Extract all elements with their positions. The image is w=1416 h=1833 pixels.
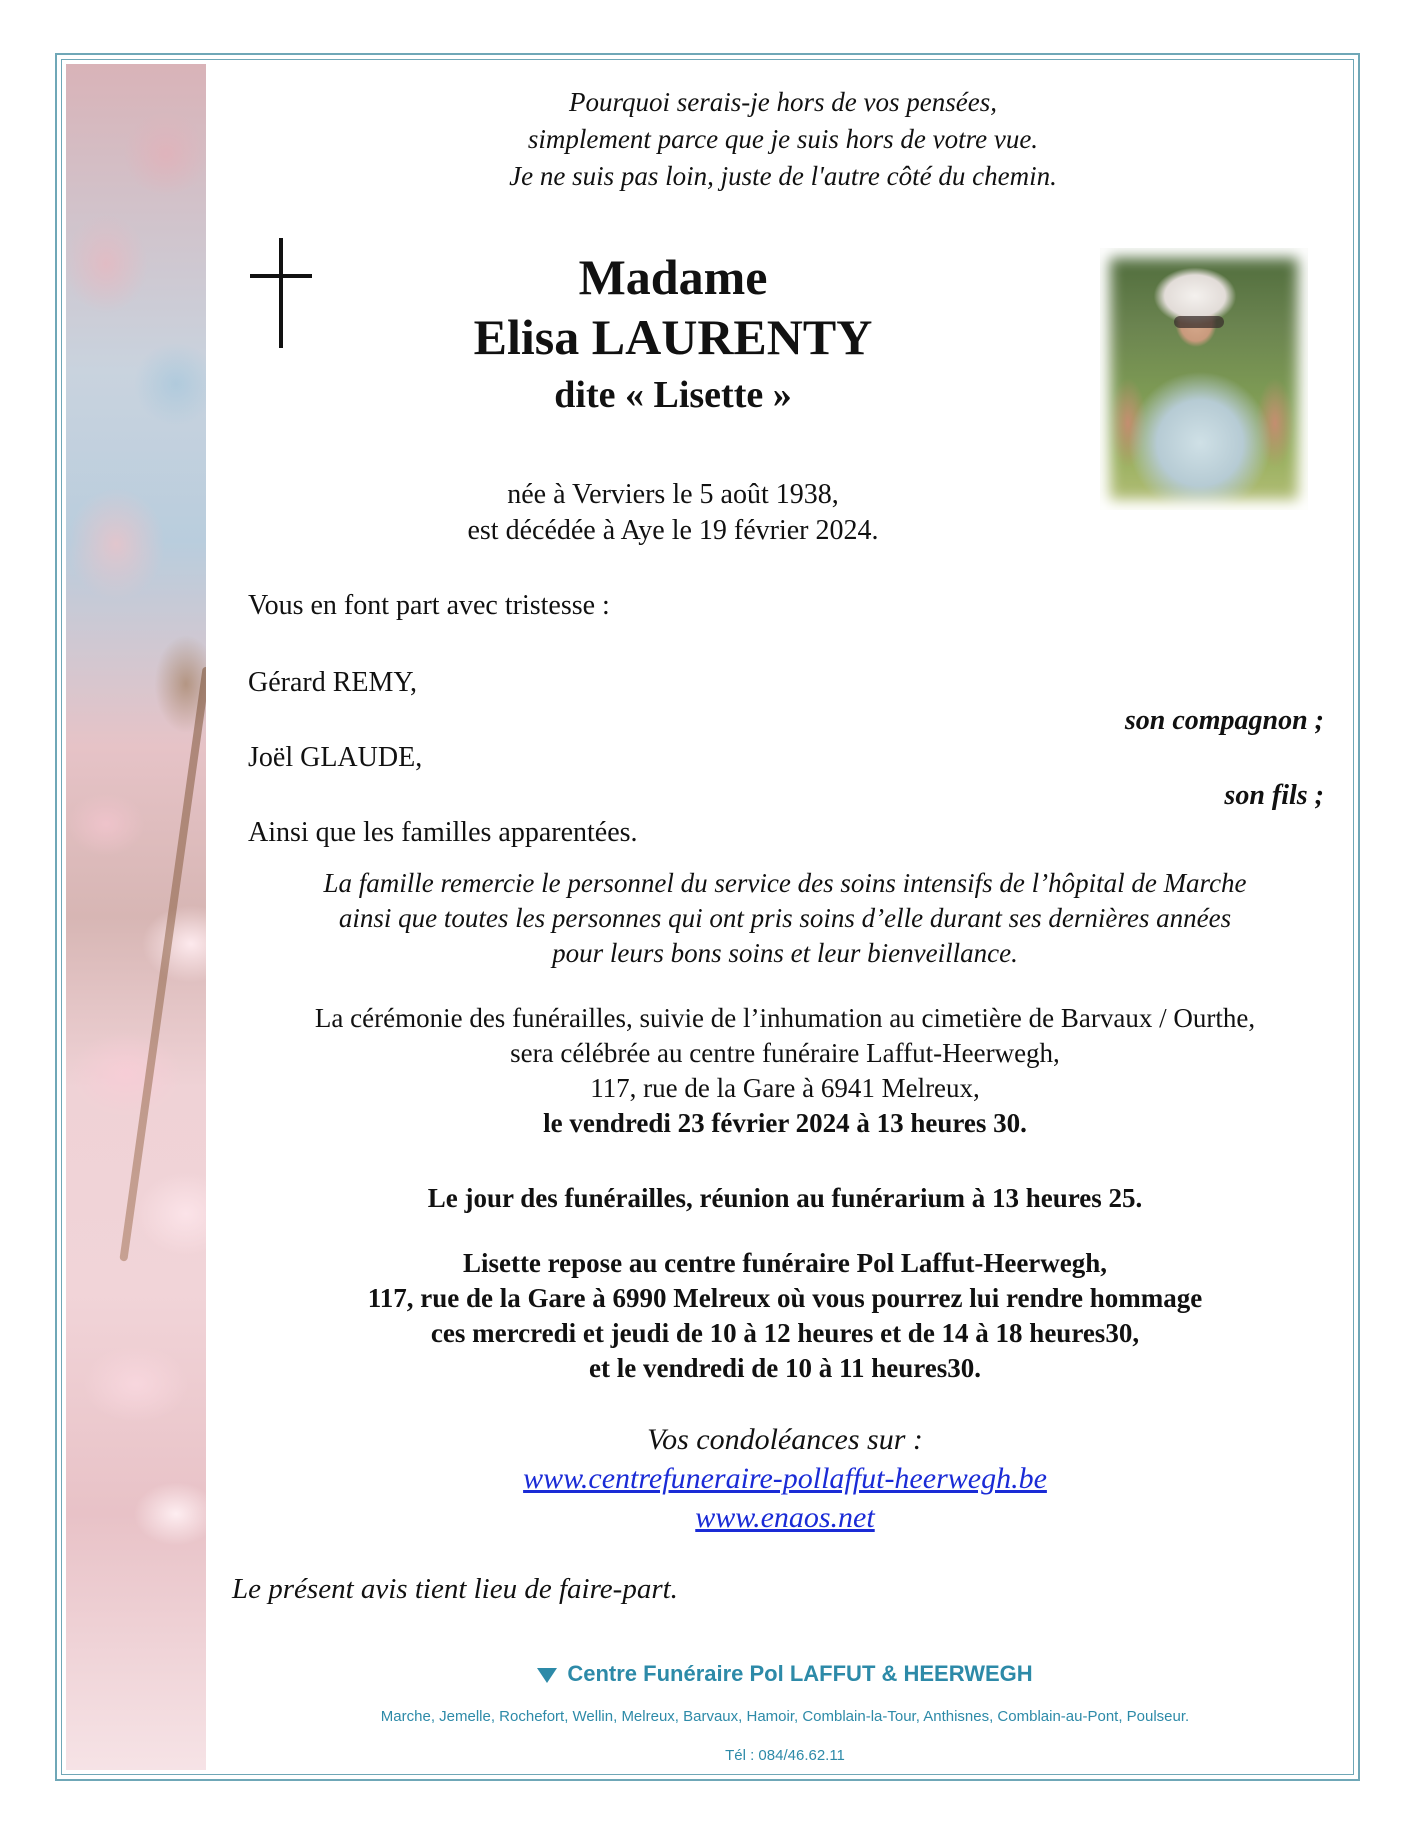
sunglasses-detail	[1174, 316, 1224, 328]
poem-line: Je ne suis pas loin, juste de l'autre côté du chemin.	[509, 161, 1057, 191]
condolences	[240, 1420, 1330, 1537]
condolences-link-enaos[interactable]: www.enaos.net	[695, 1501, 875, 1534]
footer-company	[240, 1660, 1330, 1688]
family-member-name: Joël GLAUDE,	[248, 742, 423, 773]
ceremony-line: La cérémonie des funérailles, suivie de l’inhumation au cimetière de Barvaux / Ourthe,	[314, 1003, 1256, 1033]
honorific: Madame	[578, 249, 768, 305]
poem-line: simplement parce que je suis hors de votre vue.	[527, 124, 1039, 154]
ceremony-date: le vendredi 23 février 2024 à 13 heures 30.	[543, 1108, 1027, 1138]
footer-phone: Tél : 084/46.62.11	[725, 1747, 845, 1764]
repose-line: ces mercredi et jeudi de 10 à 12 heures et de 14 à 18 heures30,	[430, 1318, 1140, 1348]
notice-text: Le présent avis tient lieu de faire-part.	[232, 1573, 678, 1605]
poem	[233, 84, 1333, 195]
birth-line: née à Verviers le 5 août 1938,	[507, 479, 839, 510]
triangle-down-icon	[537, 1668, 557, 1683]
ceremony-paragraph	[240, 1001, 1330, 1141]
repose-line: Lisette repose au centre funéraire Pol Laffut-Heerwegh,	[462, 1248, 1108, 1278]
ceremony-line: sera célébrée au centre funéraire Laffut-Heerwegh,	[510, 1038, 1060, 1068]
family-member-relation: son compagnon ;	[1124, 705, 1324, 736]
life-dates	[233, 477, 1113, 549]
nickname: dite « Lisette »	[554, 374, 792, 416]
related-families: Ainsi que les familles apparentées.	[248, 817, 638, 848]
condolences-label: Vos condoléances sur :	[647, 1423, 923, 1456]
repose-line: et le vendredi de 10 à 11 heures30.	[589, 1353, 981, 1383]
ceremony-line: 117, rue de la Gare à 6941 Melreux,	[590, 1073, 980, 1103]
thanks-paragraph	[240, 866, 1330, 971]
family-member-name: Gérard REMY,	[248, 667, 418, 698]
repose-line: 117, rue de la Gare à 6990 Melreux où vous pourrez lui rendre hommage	[367, 1283, 1203, 1313]
poem-line: Pourquoi serais-je hors de vos pensées,	[569, 87, 997, 117]
portrait-photo	[1100, 248, 1308, 510]
deceased-name: Elisa LAURENTY	[473, 309, 873, 365]
family-member-relation: son fils ;	[1224, 780, 1324, 811]
footer-places: Marche, Jemelle, Rochefort, Wellin, Melreux, Barvaux, Hamoir, Comblain-la-Tour, Anthisnes, Comblain-au-Pont, Poulseur.	[380, 1708, 1190, 1725]
thanks-line: La famille remercie le personnel du service des soins intensifs de l’hôpital de Marche	[323, 868, 1247, 898]
gathering-info: Le jour des funérailles, réunion au funérarium à 13 heures 25.	[427, 1183, 1143, 1213]
thanks-line: pour leurs bons soins et leur bienveillance.	[552, 938, 1018, 968]
branch-decoration	[119, 666, 206, 1261]
cherry-blossom-strip-image	[66, 64, 206, 1770]
footer-company-name: Centre Funéraire Pol LAFFUT & HEERWEGH	[567, 1661, 1033, 1686]
condolences-link-funeral-center[interactable]: www.centrefuneraire-pollaffut-heerwegh.be	[523, 1462, 1047, 1495]
death-line: est décédée à Aye le 19 février 2024.	[467, 515, 879, 546]
announcement-intro: Vous en font part avec tristesse :	[248, 590, 610, 621]
thanks-line: ainsi que toutes les personnes qui ont pris soins d’elle durant ses dernières années	[338, 903, 1232, 933]
repose-paragraph	[240, 1246, 1330, 1386]
